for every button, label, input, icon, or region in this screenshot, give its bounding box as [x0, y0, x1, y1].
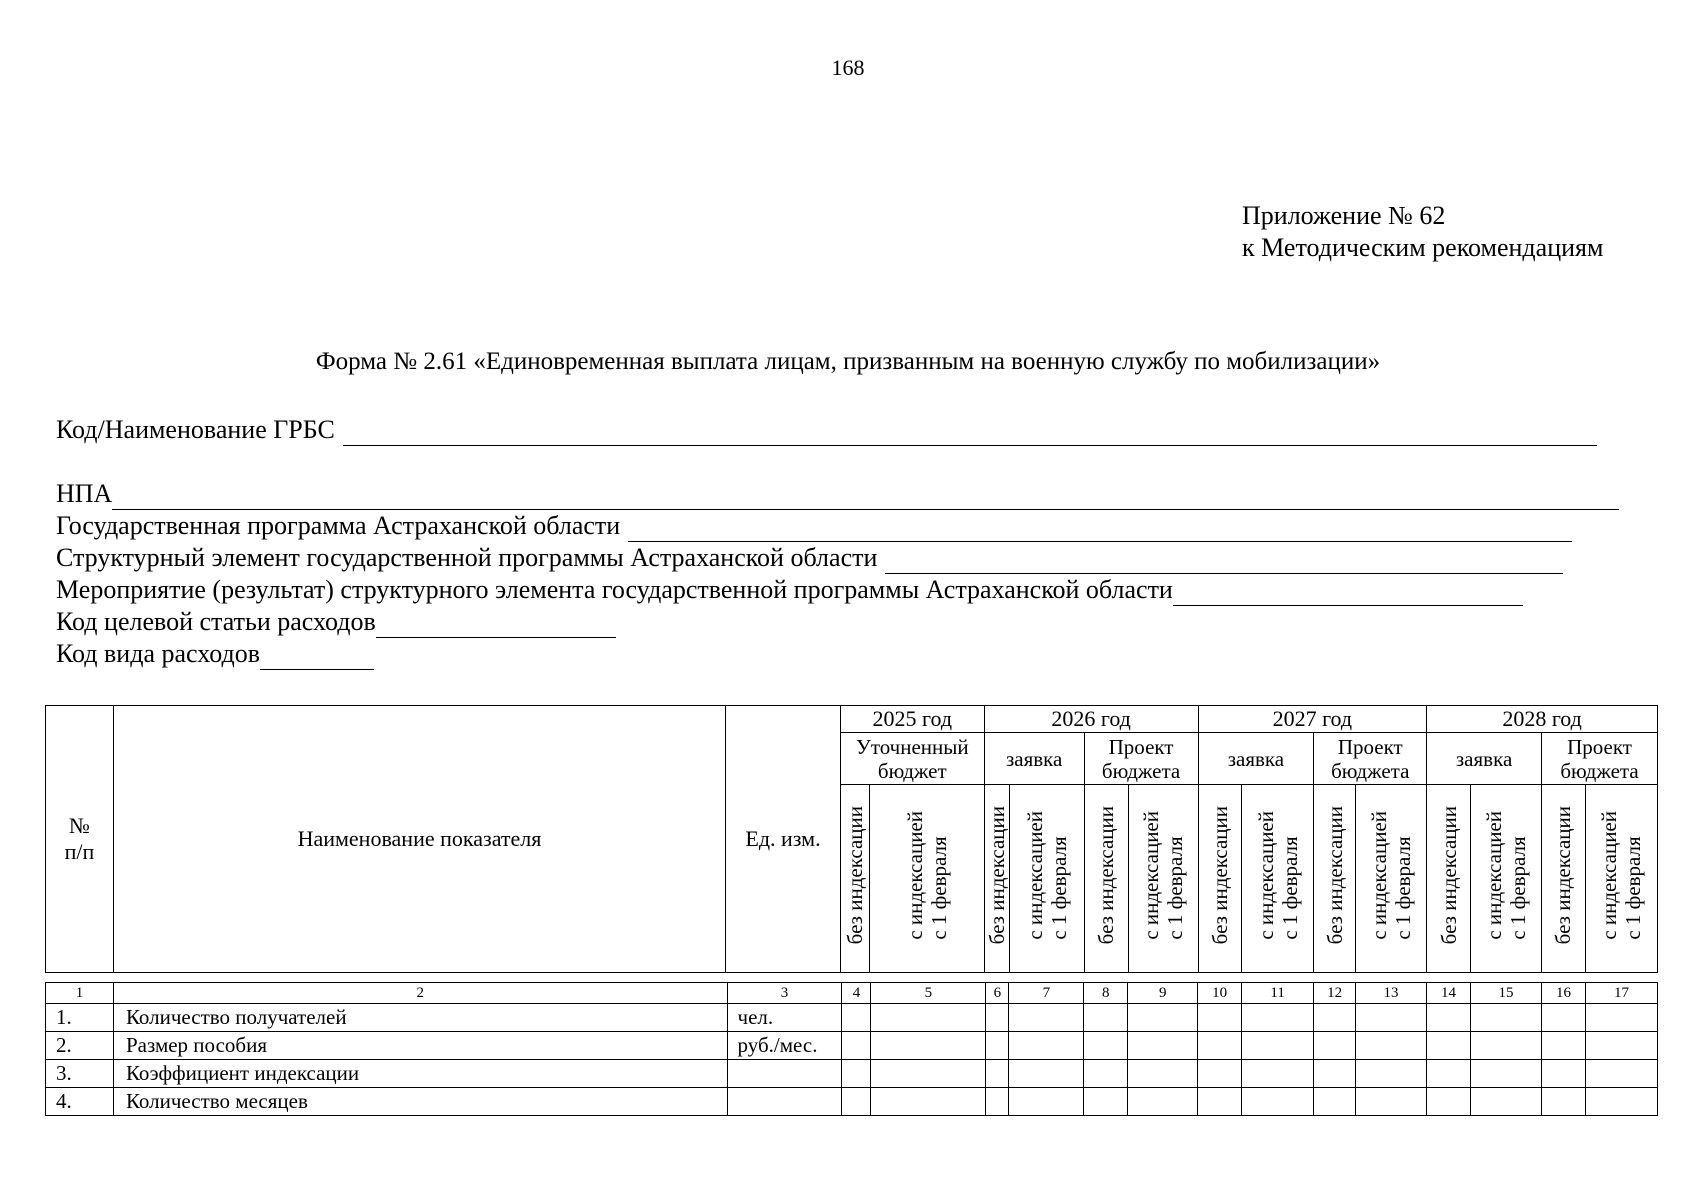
field-measure-label: Мероприятие (результат) структурного элемента государственной программы Астраханской области [56, 575, 1173, 604]
field-program-line[interactable] [628, 515, 1572, 542]
field-npa-label: НПА [56, 479, 113, 508]
value-cell[interactable] [1471, 1060, 1542, 1088]
value-cell[interactable] [1198, 1032, 1242, 1060]
column-number: 8 [1084, 983, 1128, 1004]
row-indicator: Количество месяцев [113, 1088, 727, 1116]
header-project-2028 [1542, 733, 1658, 785]
value-cell[interactable] [1242, 1060, 1314, 1088]
header-with-text: с индексацией с 1 февраля [1139, 811, 1188, 940]
header-refined-line-1: Уточненный [855, 734, 969, 759]
header-request-2028: заявка [1427, 733, 1542, 785]
value-cell[interactable] [1128, 1060, 1198, 1088]
value-cell[interactable] [1242, 1032, 1314, 1060]
value-cell[interactable] [1427, 1032, 1471, 1060]
value-cell[interactable] [1427, 1088, 1471, 1116]
value-cell[interactable] [1128, 1032, 1198, 1060]
header-with-text: с индексацией с 1 февраля [1597, 811, 1646, 940]
column-number: 9 [1128, 983, 1198, 1004]
value-cell[interactable] [871, 1088, 986, 1116]
header-without-text: без индексации [1551, 806, 1576, 945]
value-cell[interactable] [1427, 1004, 1471, 1032]
field-target-code[interactable] [56, 606, 616, 638]
value-cell[interactable] [1356, 1088, 1427, 1116]
value-cell[interactable] [842, 1032, 871, 1060]
value-cell[interactable] [1541, 1088, 1585, 1116]
value-cell[interactable] [986, 1088, 1009, 1116]
header-without-text: без индексации [1094, 806, 1119, 945]
field-expense-code-label: Код вида расходов [56, 639, 260, 668]
value-cell[interactable] [871, 1060, 986, 1088]
field-grbs-line[interactable] [343, 419, 1597, 446]
field-expense-code-line[interactable] [260, 643, 374, 670]
column-number: 3 [727, 983, 842, 1004]
value-cell[interactable] [986, 1060, 1009, 1088]
value-cell[interactable] [1198, 1088, 1242, 1116]
row-indicator: Размер пособия [113, 1032, 727, 1060]
field-structural-line[interactable] [885, 547, 1563, 574]
header-year-2027: 2027 год [1198, 706, 1427, 733]
header-with-text: с индексацией с 1 февраля [1367, 811, 1416, 940]
data-table [45, 982, 1658, 1116]
field-target-code-label: Код целевой статьи расходов [56, 607, 376, 636]
value-cell[interactable] [871, 1032, 986, 1060]
value-cell[interactable] [1541, 1060, 1585, 1088]
column-number: 4 [842, 983, 871, 1004]
header-request-2026: заявка [984, 733, 1084, 785]
value-cell[interactable] [1009, 1032, 1084, 1060]
header-refined-budget [840, 733, 984, 785]
value-cell[interactable] [1314, 1004, 1356, 1032]
header-without-text: без индексации [1436, 806, 1461, 945]
value-cell[interactable] [1356, 1004, 1427, 1032]
value-cell[interactable] [1585, 1088, 1657, 1116]
value-cell[interactable] [1427, 1060, 1471, 1088]
value-cell[interactable] [842, 1088, 871, 1116]
value-cell[interactable] [1009, 1088, 1084, 1116]
value-cell[interactable] [1084, 1004, 1128, 1032]
column-number: 7 [1009, 983, 1084, 1004]
column-number: 11 [1242, 983, 1314, 1004]
column-number: 13 [1356, 983, 1427, 1004]
row-number: 2. [46, 1032, 114, 1060]
value-cell[interactable] [986, 1004, 1009, 1032]
column-number: 12 [1314, 983, 1356, 1004]
header-project-2027 [1314, 733, 1427, 785]
value-cell[interactable] [1471, 1032, 1542, 1060]
value-cell[interactable] [1585, 1060, 1657, 1088]
header-project-2028-line-2: бюджета [1560, 758, 1639, 783]
header-without-indexation [1427, 785, 1471, 973]
value-cell[interactable] [871, 1004, 986, 1032]
value-cell[interactable] [1541, 1032, 1585, 1060]
column-number: 14 [1427, 983, 1471, 1004]
table-row [46, 1004, 1658, 1032]
row-unit [727, 1088, 842, 1116]
header-indicator-name: Наименование показателя [113, 706, 725, 973]
row-unit: руб./мес. [727, 1032, 842, 1060]
value-cell[interactable] [1356, 1060, 1427, 1088]
appendix-line-2: к Методическим рекомендациям [1242, 233, 1604, 262]
header-project-2026 [1084, 733, 1198, 785]
header-with-indexation [1585, 785, 1657, 973]
value-cell[interactable] [1084, 1088, 1128, 1116]
header-year-2025: 2025 год [840, 706, 984, 733]
header-with-indexation [1128, 785, 1198, 973]
header-without-indexation [1314, 785, 1356, 973]
header-without-indexation [1084, 785, 1128, 973]
header-with-indexation [1356, 785, 1427, 973]
header-request-2027: заявка [1198, 733, 1314, 785]
header-num-line-1: № [68, 813, 90, 838]
value-cell[interactable] [1471, 1088, 1542, 1116]
column-number: 2 [113, 983, 727, 1004]
value-cell[interactable] [1314, 1088, 1356, 1116]
column-number: 10 [1198, 983, 1242, 1004]
header-year-2028: 2028 год [1427, 706, 1658, 733]
row-unit [727, 1060, 842, 1088]
value-cell[interactable] [1198, 1004, 1242, 1032]
field-program-label: Государственная программа Астраханской области [56, 511, 621, 540]
value-cell[interactable] [1541, 1004, 1585, 1032]
value-cell[interactable] [1585, 1004, 1657, 1032]
field-structural-label: Структурный элемент государственной программы Астраханской области [56, 543, 878, 572]
table-row [46, 1060, 1658, 1088]
value-cell[interactable] [1009, 1004, 1084, 1032]
header-num [46, 706, 114, 973]
row-indicator: Количество получателей [113, 1004, 727, 1032]
value-cell[interactable] [1128, 1004, 1198, 1032]
header-project-2027-line-1: Проект [1337, 734, 1403, 759]
row-unit: чел. [727, 1004, 842, 1032]
value-cell[interactable] [1128, 1088, 1198, 1116]
value-cell[interactable] [1356, 1032, 1427, 1060]
header-with-indexation [1471, 785, 1542, 973]
header-with-text: с индексацией с 1 февраля [1022, 811, 1071, 940]
value-cell[interactable] [1009, 1060, 1084, 1088]
header-without-text: без индексации [842, 806, 867, 945]
header-with-text: с индексацией с 1 февраля [1482, 811, 1531, 940]
header-with-indexation [869, 785, 984, 973]
header-project-2028-line-1: Проект [1567, 734, 1632, 759]
field-npa[interactable] [56, 478, 1619, 510]
header-with-indexation [1242, 785, 1314, 973]
value-cell[interactable] [1242, 1004, 1314, 1032]
value-cell[interactable] [1471, 1004, 1542, 1032]
row-number: 4. [46, 1088, 114, 1116]
field-target-code-line[interactable] [376, 611, 616, 638]
value-cell[interactable] [1198, 1060, 1242, 1088]
header-without-indexation [840, 785, 869, 973]
value-cell[interactable] [1314, 1060, 1356, 1088]
row-number: 1. [46, 1004, 114, 1032]
value-cell[interactable] [1242, 1088, 1314, 1116]
field-measure[interactable] [56, 574, 1523, 606]
column-number-row [46, 983, 1658, 1004]
form-title: Форма № 2.61 «Единовременная выплата лицам, призванным на военную службу по мобилизации» [315, 348, 1381, 375]
header-project-2026-line-2: бюджета [1101, 758, 1181, 783]
field-grbs-label: Код/Наименование ГРБС [56, 415, 335, 444]
value-cell[interactable] [986, 1032, 1009, 1060]
field-expense-code[interactable] [56, 638, 374, 670]
column-number: 15 [1471, 983, 1542, 1004]
header-without-indexation [984, 785, 1009, 973]
header-project-2027-line-2: бюджета [1331, 758, 1410, 783]
value-cell[interactable] [1585, 1032, 1657, 1060]
field-measure-line[interactable] [1173, 579, 1523, 606]
value-cell[interactable] [1084, 1060, 1128, 1088]
header-without-text: без индексации [984, 806, 1009, 945]
value-cell[interactable] [842, 1004, 871, 1032]
row-indicator: Коэффициент индексации [113, 1060, 727, 1088]
column-number: 6 [986, 983, 1009, 1004]
table-row [46, 1032, 1658, 1060]
appendix-line-1: Приложение № 62 [1242, 201, 1446, 230]
value-cell[interactable] [1084, 1032, 1128, 1060]
field-program[interactable] [56, 510, 1572, 542]
header-year-2026: 2026 год [984, 706, 1198, 733]
value-cell[interactable] [1314, 1032, 1356, 1060]
appendix-note [1242, 200, 1603, 264]
header-with-text: с индексацией с 1 февраля [1253, 811, 1302, 940]
field-npa-line[interactable] [112, 483, 1619, 510]
header-table [45, 705, 1658, 973]
table-row [46, 1088, 1658, 1116]
header-num-line-2: п/п [64, 839, 95, 864]
header-without-indexation [1198, 785, 1242, 973]
field-structural[interactable] [56, 542, 1563, 574]
header-with-indexation [1009, 785, 1084, 973]
page-number: 168 [831, 55, 865, 80]
value-cell[interactable] [842, 1060, 871, 1088]
column-number: 5 [871, 983, 986, 1004]
header-without-text: без индексации [1322, 806, 1347, 945]
column-number: 17 [1585, 983, 1657, 1004]
header-with-text: с индексацией с 1 февраля [902, 811, 951, 940]
header-project-2026-line-1: Проект [1108, 734, 1174, 759]
header-unit: Ед. изм. [726, 706, 841, 973]
column-number: 16 [1541, 983, 1585, 1004]
header-without-text: без индексации [1207, 806, 1232, 945]
header-without-indexation [1542, 785, 1586, 973]
header-refined-line-2: бюджет [877, 758, 947, 783]
column-number: 1 [46, 983, 114, 1004]
field-grbs[interactable] [56, 414, 1597, 446]
row-number: 3. [46, 1060, 114, 1088]
